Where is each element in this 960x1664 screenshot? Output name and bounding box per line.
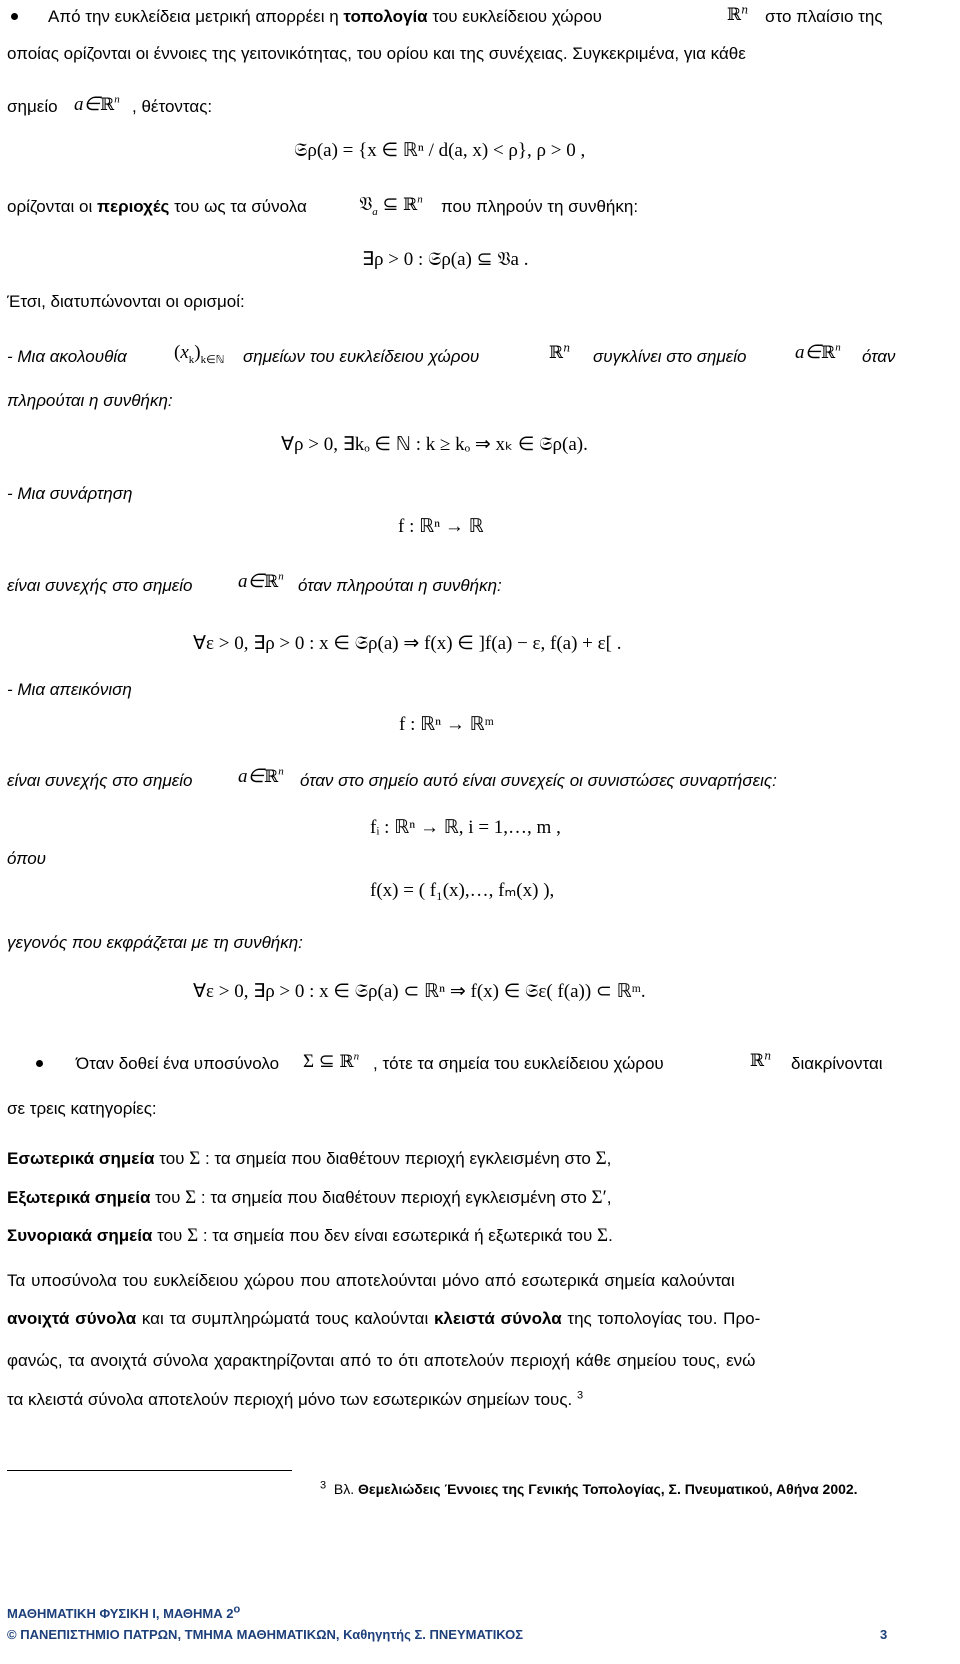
p2-par-4: τα κλειστά σύνολα αποτελούν περιοχή μόνο των εσωτερικών σημείων τους. $^3$ — [7, 1389, 584, 1409]
label-condition: γεγονός που εκφράζεται με τη συνθήκη: — [7, 933, 303, 952]
math-a-in-Rn-4: a∈ℝ$^n$ — [238, 765, 284, 787]
footer-university: © ΠΑΝΕΠΙΣΤΗΜΙΟ ΠΑΤΡΩΝ, ΤΜΗΜΑ ΜΑΘΗΜΑΤΙΚΩΝ, Καθηγητής Σ. ΠΝΕΥΜΑΤΙΚΟΣ — [7, 1627, 524, 1642]
math-a-in-Rn-2: a∈ℝ$^n$ — [795, 341, 841, 363]
def-function-a: - Μια συνάρτηση — [7, 484, 133, 503]
def-sequence-b: σημείων του ευκλείδειου χώρου — [243, 347, 480, 366]
page-number: 3 — [880, 1627, 888, 1642]
p2-line-1-end: διακρίνονται — [791, 1054, 883, 1073]
math-Rn-3: ℝ$^n$ — [750, 1049, 772, 1071]
math-a-in-Rn-3: a∈ℝ$^n$ — [238, 570, 284, 592]
equation-3: ∀ρ > 0, ∃kₒ ∈ ℕ : k ≥ kₒ ⇒ xₖ ∈ 𝔖ρ(a). — [281, 434, 588, 455]
def-mapping-c: όταν στο σημείο αυτό είναι συνεχείς οι συνιστώσες συναρτήσεις: — [300, 771, 777, 790]
def-function-b: είναι συνεχής στο σημείο — [7, 576, 193, 595]
math-Va-subset: 𝔙$_a$ ⊆ ℝ$^n$ — [359, 193, 423, 218]
boundary-points: Συνοριακά σημεία του Σ : τα σημεία που δεν είναι εσωτερικά ή εξωτερικά του Σ. — [7, 1225, 613, 1246]
p1-line-1: Από την ευκλείδεια μετρική απορρέει η τοπολογία του ευκλείδειου χώρου — [48, 7, 602, 26]
footer-course: ΜΑΘΗΜΑΤΙΚΗ ΦΥΣΙΚΗ Ι, ΜΑΘΗΜΑ $2^o$ — [7, 1603, 241, 1621]
equation-1: 𝔖ρ(a) = {x ∈ ℝⁿ / d(a, x) < ρ}, ρ > 0 , — [294, 140, 586, 161]
label-opou: όπου — [7, 849, 47, 868]
p1-line-4-end: που πληρούν τη συνθήκη: — [441, 197, 639, 216]
p2-line-1-mid: , τότε τα σημεία του ευκλείδειου χώρου — [373, 1054, 664, 1073]
p1-line-3-end: , θέτοντας: — [132, 97, 213, 116]
footnote-rule — [7, 1470, 292, 1471]
p1-line-5: Έτσι, διατυπώνονται οι ορισμοί: — [7, 292, 245, 311]
math-sequence: $(x_k)_{k\in ℕ}$ — [174, 342, 225, 366]
def-sequence-a: - Μια ακολουθία — [7, 347, 127, 366]
p2-par-3: φανώς, τα ανοιχτά σύνολα χαρακτηρίζονται από το ότι αποτελούν περιοχή κάθε σημείου τους, ενώ — [7, 1351, 756, 1370]
equation-7: fᵢ : ℝⁿ → ℝ, i = 1,…, m , — [370, 817, 561, 838]
footnote-ref: 3 — [577, 1389, 584, 1402]
def-sequence-e: πληρούται η συνθήκη: — [7, 391, 173, 410]
p1-line-3: σημείο — [7, 97, 58, 116]
p1-line-4: ορίζονται οι περιοχές του ως τα σύνολα — [7, 197, 307, 216]
def-mapping-a: - Μια απεικόνιση — [7, 680, 132, 699]
equation-9: ∀ε > 0, ∃ρ > 0 : x ∈ 𝔖ρ(a) ⊂ ℝⁿ ⇒ f(x) ∈ 𝔖ε( f(a)) ⊂ ℝᵐ. — [193, 981, 646, 1002]
math-a-in-Rn: a∈ℝ$^n$ — [74, 93, 120, 115]
equation-2: ∃ρ > 0 : 𝔖ρ(a) ⊆ 𝔙a . — [362, 249, 529, 270]
exterior-points: Εξωτερικά σημεία του Σ : τα σημεία που διαθέτουν περιοχή εγκλεισμένη στο Σ′, — [7, 1187, 612, 1208]
p2-par-1: Τα υποσύνολα του ευκλείδειου χώρου που αποτελούνται μόνο από εσωτερικά σημεία καλούνται — [7, 1271, 735, 1290]
equation-8: f(x) = ( f₁(x),…, fₘ(x) ), — [370, 880, 555, 901]
p2-line-1: Όταν δοθεί ένα υποσύνολο — [76, 1054, 280, 1073]
interior-points: Εσωτερικά σημεία του Σ : τα σημεία που διαθέτουν περιοχή εγκλεισμένη στο Σ, — [7, 1148, 612, 1169]
equation-4: f : ℝⁿ → ℝ — [398, 516, 484, 537]
def-sequence-c: συγκλίνει στο σημείο — [593, 347, 747, 366]
bullet-1 — [11, 13, 18, 20]
bullet-2 — [36, 1060, 43, 1067]
math-Rn-2: ℝ$^n$ — [549, 341, 571, 363]
p2-par-2: ανοιχτά σύνολα και τα συμπληρώματά τους καλούνται κλειστά σύνολα της τοπολογίας του. Προ- — [7, 1309, 761, 1328]
p1-line-1-end: στο πλαίσιο της — [765, 7, 883, 26]
def-function-c: όταν πληρούται η συνθήκη: — [298, 576, 502, 595]
p2-line-2: σε τρεις κατηγορίες: — [7, 1099, 157, 1118]
p1-line-2: οποίας ορίζονται οι έννοιες της γειτονικότητας, του ορίου και της συνέχειας. Συγκεκριμένα, για κάθε — [7, 44, 746, 63]
math-Rn: ℝ$^n$ — [727, 3, 749, 25]
def-mapping-b: είναι συνεχής στο σημείο — [7, 771, 193, 790]
footnote: $^3$ Βλ. Θεμελιώδεις Έννοιες της Γενικής Τοπολογίας, Σ. Πνευματικού, Αθήνα 2002. — [320, 1479, 858, 1497]
equation-5: ∀ε > 0, ∃ρ > 0 : x ∈ 𝔖ρ(a) ⇒ f(x) ∈ ]f(a) − ε, f(a) + ε[ . — [193, 633, 622, 654]
def-sequence-d: όταν — [862, 347, 896, 366]
equation-6: f : ℝⁿ → ℝᵐ — [399, 714, 494, 735]
math-Sigma-subset: Σ ⊆ ℝ$^n$ — [303, 1050, 360, 1072]
